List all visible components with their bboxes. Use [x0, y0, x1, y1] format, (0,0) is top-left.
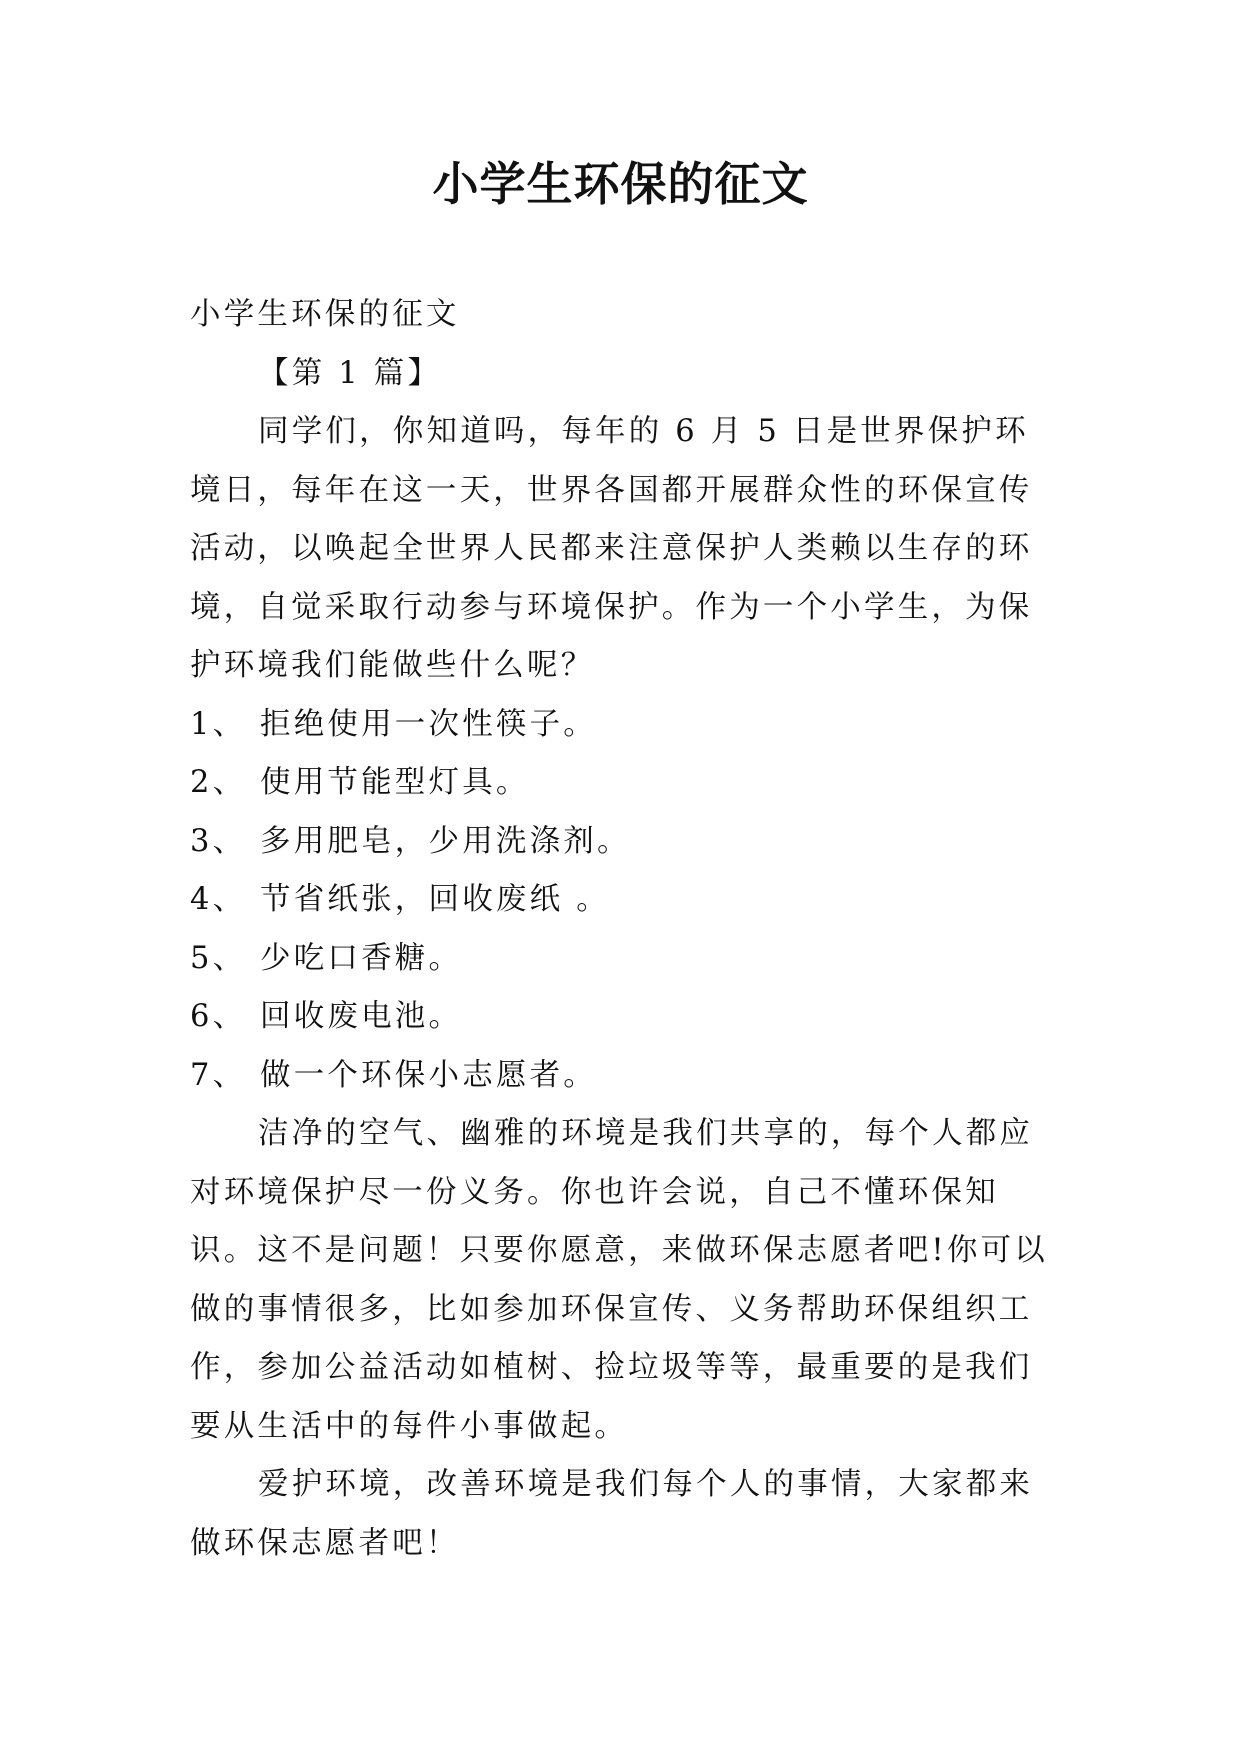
list-item-number: 3、 — [190, 823, 247, 859]
list-item-text: 多用肥皂，少用洗涤剂。 — [260, 823, 631, 859]
document-body — [190, 286, 1052, 1573]
section-label: 【第 1 篇】 — [258, 355, 442, 391]
list-item — [190, 988, 1052, 1047]
intro-paragraph: 同学们，你知道吗，每年的 6 月 5 日是世界保护环境日，每年在这一天，世界各国都开展群众性的环保宣传活动，以唤起全世界人民都来注意保护人类赖以生存的环境，自觉采取行动参与环境保护。作为一个小学生，为保护环境我们能做些什么呢？ — [190, 414, 1033, 683]
list-item-text: 少吃口香糖。 — [260, 940, 463, 976]
list-item — [190, 696, 1052, 755]
list-item — [190, 813, 1052, 872]
body-paragraph-2: 洁净的空气、幽雅的环境是我们共享的，每个人都应对环境保护尽一份义务。你也许会说，自己不懂环保知识。这不是问题！只要你愿意，来做环保志愿者吧!你可以做的事情很多，比如参加环保宣传、义务帮助环保组织工作，参加公益活动如植树、捡垃圾等等，最重要的是我们要从生活中的每件小事做起。 — [190, 1116, 1048, 1444]
list-item-number: 2、 — [190, 765, 247, 800]
tips-list — [190, 696, 1052, 1106]
list-item-number: 7、 — [190, 1057, 247, 1093]
list-item — [190, 1047, 1052, 1106]
list-item — [190, 754, 1052, 813]
document-title: 小学生环保的征文 — [432, 157, 809, 211]
document-subtitle: 小学生环保的征文 — [190, 297, 460, 332]
list-item-number: 4、 — [190, 882, 247, 917]
list-item-number: 5、 — [190, 940, 247, 976]
list-item-text: 节省纸张，回收废纸 。 — [260, 882, 610, 917]
list-item-text: 做一个环保小志愿者。 — [260, 1057, 597, 1093]
list-item-number: 6、 — [190, 999, 247, 1034]
body-paragraph-3: 爱护环境，改善环境是我们每个人的事情，大家都来做环保志愿者吧！ — [190, 1467, 1034, 1561]
list-item-text: 使用节能型灯具。 — [260, 765, 530, 800]
list-item-number: 1、 — [190, 706, 247, 742]
list-item — [190, 930, 1052, 989]
list-item-text: 回收废电池。 — [260, 999, 463, 1034]
list-item-text: 拒绝使用一次性筷子。 — [260, 706, 597, 742]
list-item — [190, 871, 1052, 930]
